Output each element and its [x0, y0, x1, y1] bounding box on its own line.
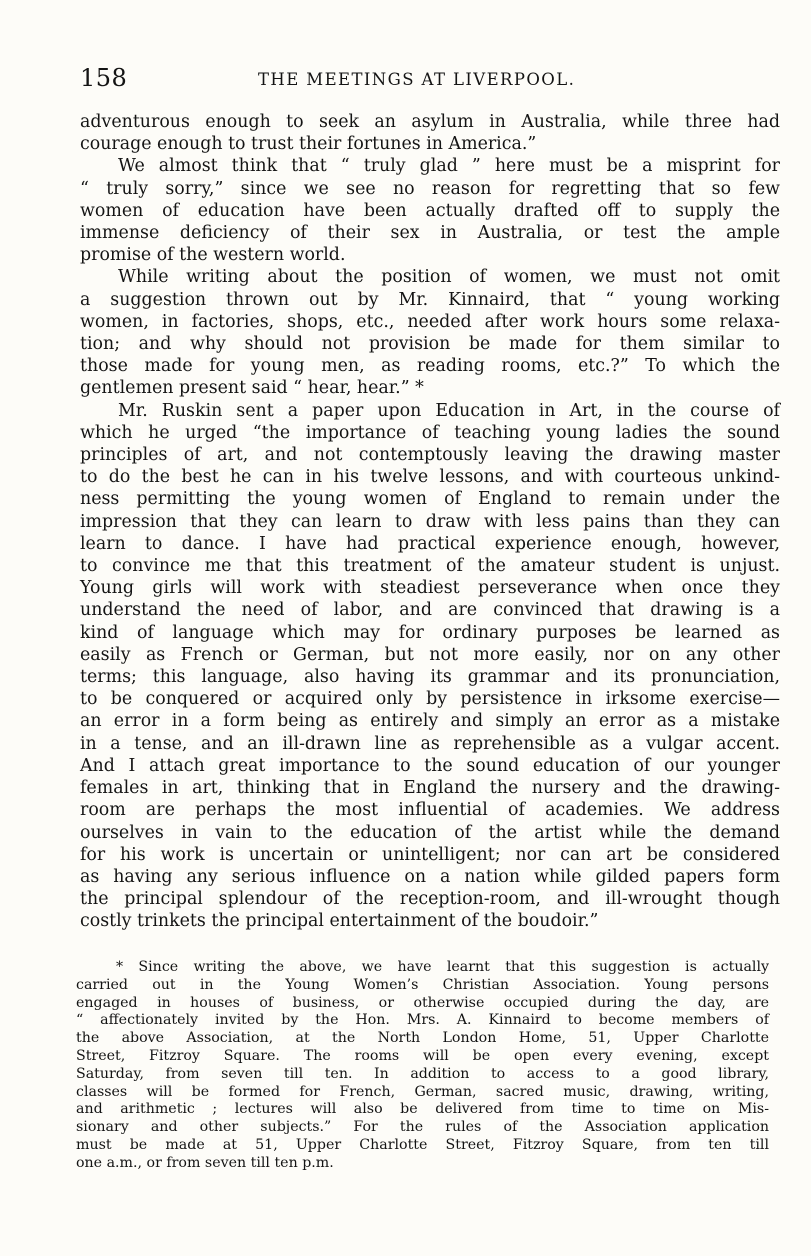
footnote-line: must be made at 51, Upper Charlotte Street, Fitzroy Square, from ten till [76, 1136, 769, 1153]
footnote-line: Street, Fitzroy Square. The rooms will be open every evening, except [76, 1047, 769, 1064]
body-line: to be conquered or acquired only by persistence in irksome exercise— [80, 689, 780, 710]
footnote-line: and arithmetic ; lectures will also be delivered from time to time on Mis- [76, 1101, 769, 1118]
body-line: gentlemen present said “ hear, hear.” * [80, 378, 424, 399]
body-line: females in art, thinking that in England the nursery and the drawing- [80, 778, 780, 799]
body-text [80, 111, 780, 933]
body-line: the principal splendour of the reception-room, and ill-wrought though [80, 889, 780, 910]
body-line: ness permitting the young women of England to remain under the [80, 489, 780, 510]
footnote-line: Saturday, from seven till ten. In addition to access to a good library, [76, 1065, 769, 1082]
footnote [76, 959, 769, 1173]
body-line: for his work is uncertain or unintelligent; nor can art be considered [80, 844, 780, 865]
footnote-line: carried out in the Young Women’s Christian Association. Young persons [76, 976, 769, 993]
body-line: Mr. Ruskin sent a paper upon Education in Art, in the course of [118, 400, 780, 421]
body-line: “ truly sorry,” since we see no reason for regretting that so few [80, 178, 780, 199]
body-line: a suggestion thrown out by Mr. Kinnaird, that “ young working [80, 289, 780, 310]
body-line: courage enough to trust their fortunes in America.” [80, 134, 537, 155]
page-header [80, 64, 780, 94]
body-line: room are perhaps the most influential of academies. We address [80, 800, 780, 821]
body-line: those made for young men, as reading rooms, etc.?” To which the [80, 356, 780, 377]
body-line: which he urged “the importance of teaching young ladies the sound [80, 422, 780, 443]
body-line: impression that they can learn to draw with less pains than they can [80, 511, 780, 532]
body-line: an error in a form being as entirely and simply an error as a mistake [80, 711, 780, 732]
page-number: 158 [80, 64, 128, 92]
body-line: We almost think that “ truly glad ” here must be a misprint for [118, 156, 780, 177]
body-line: And I attach great importance to the sound education of our younger [80, 755, 780, 776]
footnote-line: one a.m., or from seven till ten p.m. [76, 1154, 334, 1171]
body-line: principles of art, and not contemptously leaving the drawing master [80, 445, 780, 466]
body-line: costly trinkets the principal entertainment of the boudoir.” [80, 911, 599, 932]
body-line: promise of the western world. [80, 245, 346, 266]
body-line: While writing about the position of women, we must not omit [118, 267, 780, 288]
body-line: easily as French or German, but not more easily, nor on any other [80, 644, 780, 665]
footnote-line: * Since writing the above, we have learnt that this suggestion is actually [116, 959, 769, 975]
body-line: understand the need of labor, and are convinced that drawing is a [80, 600, 780, 621]
footnote-line: “ affectionately invited by the Hon. Mrs. A. Kinnaird to become members of [76, 1012, 769, 1029]
body-line: tion; and why should not provision be made for them similar to [80, 334, 780, 355]
body-line: learn to dance. I have had practical experience enough, however, [80, 533, 780, 554]
body-line: to convince me that this treatment of the amateur student is unjust. [80, 556, 780, 577]
body-line: ourselves in vain to the education of the artist while the demand [80, 822, 780, 843]
running-head: THE MEETINGS AT LIVERPOOL. [258, 70, 576, 89]
body-line: as having any serious influence on a nation while gilded papers form [80, 866, 780, 887]
footnote-line: engaged in houses of business, or otherwise occupied during the day, are [76, 994, 769, 1011]
body-line: women of education have been actually drafted off to supply the [80, 200, 780, 221]
footnote-line: sionary and other subjects.” For the rules of the Association application [76, 1119, 769, 1136]
body-line: adventurous enough to seek an asylum in Australia, while three had [80, 112, 780, 132]
body-line: immense deficiency of their sex in Australia, or test the ample [80, 223, 780, 244]
body-line: women, in factories, shops, etc., needed after work hours some relaxa- [80, 311, 780, 332]
body-line: in a tense, and an ill-drawn line as reprehensible as a vulgar accent. [80, 733, 780, 754]
body-line: to do the best he can in his twelve lessons, and with courteous unkind- [80, 467, 780, 488]
footnote-line: classes will be formed for French, German, sacred music, drawing, writing, [76, 1083, 769, 1100]
footnote-line: the above Association, at the North London Home, 51, Upper Charlotte [76, 1030, 769, 1047]
body-line: Young girls will work with steadiest perseverance when once they [80, 578, 780, 599]
body-line: kind of language which may for ordinary purposes be learned as [80, 622, 780, 643]
body-line: terms; this language, also having its grammar and its pronunciation, [80, 667, 780, 688]
